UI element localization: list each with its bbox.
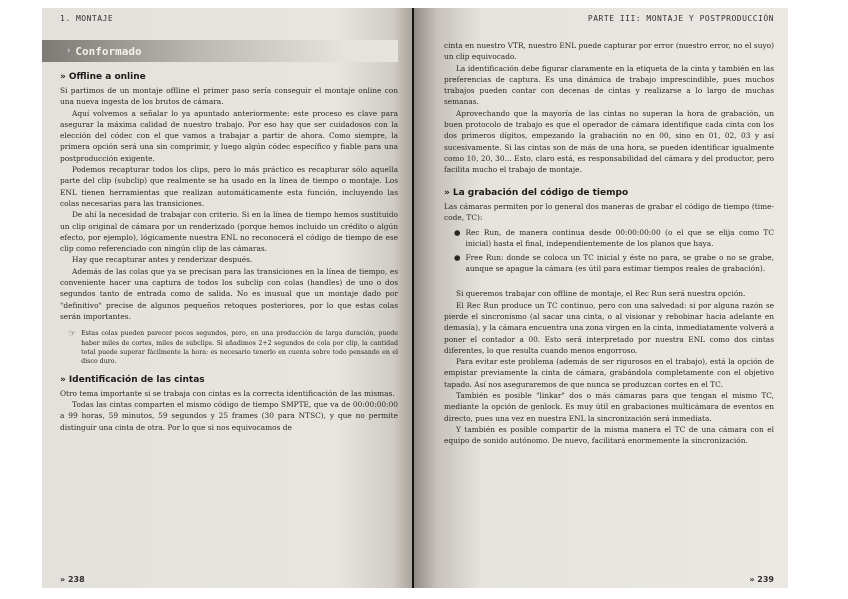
paragraph: Todas las cintas comparten el mismo código de tiempo SMPTE, que va de 00:00:00:00 a 99 horas, 59 minutos, 59 segundos y 25 frames (30 para NTSC), y que no permite distinguir una cinta de otra. Por lo que si nos equivocamos de (60, 400, 398, 432)
paragraph: Otro tema importante si se trabaja con cintas es la correcta identificación de las mismas. (60, 388, 395, 398)
book-spread (42, 8, 788, 588)
paragraph: Además de las colas que ya se precisan para las transiciones en la línea de tiempo, es conveniente hacer una captura de todos los subclip con colas (handles) de uno o dos segundos tanto de entrada como de salida. No es inusual que un montaje dado por "definitivo" precise de algunos pequeños retoques posteriores, por lo que estas colas serán importantes. (60, 266, 398, 321)
paragraph: Y también es posible compartir de la misma manera el TC de una cámara con el equipo de sonido autónomo. De nuevo, facilitará enormemente la sincronización. (444, 424, 774, 446)
left-page (42, 8, 412, 588)
paragraph: Si partimos de un montaje offline el primer paso sería conseguir el montaje online con una nueva ingesta de los brutos de cámara. (60, 86, 398, 107)
section-title-bar (42, 40, 398, 62)
section-mark-icon: › (66, 46, 72, 56)
bullet-icon: ● (454, 228, 461, 238)
paragraph: Aquí volvemos a señalar lo ya apuntado anteriormente: este proceso es clave para asegurar la máxima calidad de nuestro trabajo. Por eso hay que ser cuidadosos con la elección del códec con el que vamos a trabajar a partir de ahora. Como siempre, la primera opción será una sin comprimir, y luego algún códec específico y fiable para una postproducción exigente. (60, 108, 398, 163)
paragraph: Para evitar este problema (además de ser rigurosos en el trabajo), está la opción de empistar previamente la cinta de cámara, grabándola completamente con el objetivo tapado. Así nos aseguraremos de que nunca se produzcan cortes en el TC. (444, 357, 774, 389)
chevron-icon: » (60, 72, 66, 82)
paragraph: La identificación debe figurar claramente en la etiqueta de la cinta y también en las preferencias de captura. Es una dinámica de trabajo imprescindible, pues muchos trabajos pueden contar con decenas de cintas y realizarse a lo largo de muchas semanas. (444, 63, 774, 107)
bullet-icon: ● (454, 252, 461, 262)
page-number-right: » 239 (749, 575, 774, 584)
note-text: Estas colas pueden parecer pocos segundos, pero, en una producción de larga duración, puede haber miles de cortes, miles de subclips. Si añadimos 2+2 segundos de cola por clip, la cantidad total puede superar fácilmente la hora: es necesario tenerlo en cuenta sobre todo pensando en el disco duro. (81, 330, 398, 366)
list-item: ● Rec Run, de manera continua desde 00:00:00:00 (o el que se elija como TC inicial) hasta el final, independientemente de los planos que haya. (454, 228, 774, 249)
paragraph: Podemos recapturar todos los clips, pero lo más práctico es recapturar sólo aquella parte del clip (subclip) que realmente se ha usado en la línea de tiempo o montaje. Los ENL tienen herramientas que realizan automáticamente esta función, incluyendo las colas necesarias para las transiciones. (60, 165, 398, 208)
section-title: Conformado (75, 44, 142, 58)
heading-identificacion-cintas: » Identificación de las cintas (60, 374, 205, 385)
chevron-icon: » (60, 374, 66, 385)
running-head-left: 1. MONTAJE (60, 14, 114, 23)
paragraph: Aprovechando que la mayoría de las cintas no superan la hora de grabación, un buen protocolo de trabajo es que el operador de cámara identifique cada cinta con los dos primeros dígitos, empezando la grabación no en 00, sino en 01, 02, 03 y así sucesivamente. Si las cintas son de más de una hora, se pueden identificar igualmente como 10, 20, 30... Esto, claro está, es responsabilidad del cámara y del productor, pero facilita mucho el trabajo de montaje. (444, 108, 774, 175)
paragraph: El Rec Run produce un TC continuo, pero con una salvedad: si por alguna razón se pierde el sincronismo (al sacar una cinta, o al visionar y rebobinar hacia adelante en demasía), y la cámara encuentra una zona virgen en la cinta, inmediatamente volverá a poner el contador a 00. Esto será interpretado por nuestra ENL como dos cintas diferentes, lo que resulta cuando menos engorroso. (444, 300, 774, 355)
paragraph: También es posible "linkar" dos o más cámaras para que tengan el mismo TC, mediante la opción de genlock. Es muy útil en grabaciones multicámara de eventos en directo, pues una vez en nuestra ENL la sincronización será inmediata. (444, 391, 774, 423)
paragraph: Si queremos trabajar con offline de montaje, el Rec Run será nuestra opción. (456, 289, 746, 299)
list-item: ● Free Run: donde se coloca un TC inicial y éste no para, se grabe o no se grabe, aunque se apague la cámara (es útil para estimar tiempos reales de grabación). (454, 252, 774, 274)
bullet-list (454, 227, 774, 274)
page-number-left: » 238 (60, 575, 85, 584)
right-page (414, 8, 788, 588)
paragraph: Hay que recapturar antes y renderizar después. (72, 255, 253, 265)
chevron-icon: » (444, 187, 450, 198)
pointing-hand-icon: ☞ (68, 329, 77, 340)
paragraph: Las cámaras permiten por lo general dos maneras de grabar el código de tiempo (time-code, TC): (444, 201, 774, 222)
heading-offline-online: » Offline a online (60, 72, 146, 82)
paragraph: De ahí la necesidad de trabajar con criterio. Si en la línea de tiempo hemos sustituido un clip original de cámara por un renderizado (porque hemos incluido un crédito o algún efecto, por ejemplo), lógicamente nuestra ENL no reconocerá el código de tiempo de ese clip como referenciado con ningún clip de las cámaras. (60, 210, 398, 254)
running-head-right: PARTE III: MONTAJE Y POSTPRODUCCIÓN (587, 14, 774, 23)
side-note (68, 329, 398, 367)
heading-grabacion-codigo: » La grabación del código de tiempo (444, 187, 629, 198)
paragraph: cinta en nuestro VTR, nuestro ENL puede capturar por error (nuestro error, no el suyo) un clip equivocado. (444, 41, 774, 62)
